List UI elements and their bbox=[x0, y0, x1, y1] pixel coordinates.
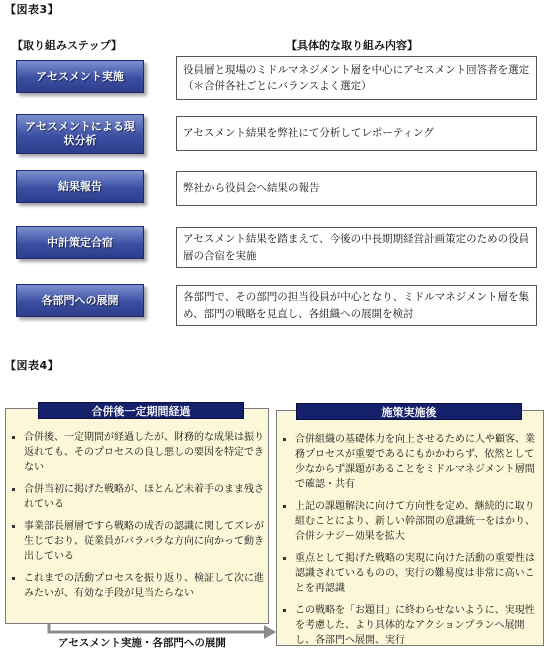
content-column-header: 【具体的な取り組み内容】 bbox=[286, 39, 418, 52]
step-report: 結果報告 bbox=[16, 170, 144, 203]
before-bullet-3: 事業部長層層ですら戦略の成否の認識に関してズレが生じており、従業員がバラバラな方向に向かって動き出している bbox=[10, 519, 264, 564]
steps-column-header: 【取り組みステップ】 bbox=[12, 39, 122, 52]
content-assessment-text: 役員層と現場のミドルマネジメント層を中心にアセスメント回答者を選定（＊合併各社ごとにバランスよく選定） bbox=[183, 63, 530, 92]
after-bullet-3: 重点として掲げた戦略の実現に向けた活動の重要性は認識されているものの、実行の難易度は非常に高いことを再認識 bbox=[281, 551, 541, 596]
after-bullet-1: 合併組織の基礎体力を向上させるために人や顧客、業務プロセスが重要であるにもかかわらず、依然として少なからず課題があることをミドルマネジメント層間で確認・共有 bbox=[281, 432, 541, 492]
step-retreat: 中計策定合宿 bbox=[16, 226, 144, 259]
after-bullet-4: この戦略を「お題目」に終わらせないように、実現性を考慮した、より具体的なアクションプランへ展開し、各部門へ展開、実行 bbox=[281, 603, 541, 648]
content-deploy-text: 各部門で、その部門の担当役員が中心となり、ミドルマネジメント層を集め、部門の戦略を見直し、各組織への展開を検討 bbox=[183, 291, 529, 320]
before-bullet-1: 合併後、一定期間が経過したが、財務的な成果は振り返れても、そのプロセスの良し悪しの要因を特定できない bbox=[10, 430, 264, 475]
step-analysis: アセスメントによる現状分析 bbox=[16, 114, 144, 154]
before-bullet-2: 合併当初に掲げた戦略が、ほとんど未着手のまま残されている bbox=[10, 482, 264, 512]
after-panel-title: 施策実施後 bbox=[296, 403, 522, 420]
content-retreat-text: アセスメント結果を踏まえて、今後の中長期期経営計画策定のための役員層の合宿を実施 bbox=[183, 233, 530, 262]
transition-arrow-head bbox=[264, 625, 276, 639]
step-assessment: アセスメント実施 bbox=[16, 60, 144, 93]
after-bullet-2: 上記の課題解決に向けて方向性を定め、継続的に取り組むことにより、新しい幹部間の意識統一をはかり、合併シナジー効果を拡大 bbox=[281, 499, 541, 544]
before-bullet-4: これまでの活動プロセスを振り返り、検証して次に進みたいが、有効な手段が見当たらない bbox=[10, 571, 264, 601]
figure4-label: 【図表4】 bbox=[5, 359, 60, 372]
step-deploy: 各部門への展開 bbox=[16, 284, 144, 317]
transition-arrow-line bbox=[49, 624, 266, 632]
before-panel-title: 合併後一定期間経過 bbox=[38, 402, 244, 419]
transition-caption: アセスメント実施・各部門への展開 bbox=[58, 637, 226, 649]
content-report-text: 弊社から役員会へ結果の報告 bbox=[183, 182, 320, 195]
figure3-label: 【図表3】 bbox=[5, 3, 60, 16]
content-analysis-text: アセスメント結果を弊社にて分析してレポーティング bbox=[183, 127, 434, 140]
